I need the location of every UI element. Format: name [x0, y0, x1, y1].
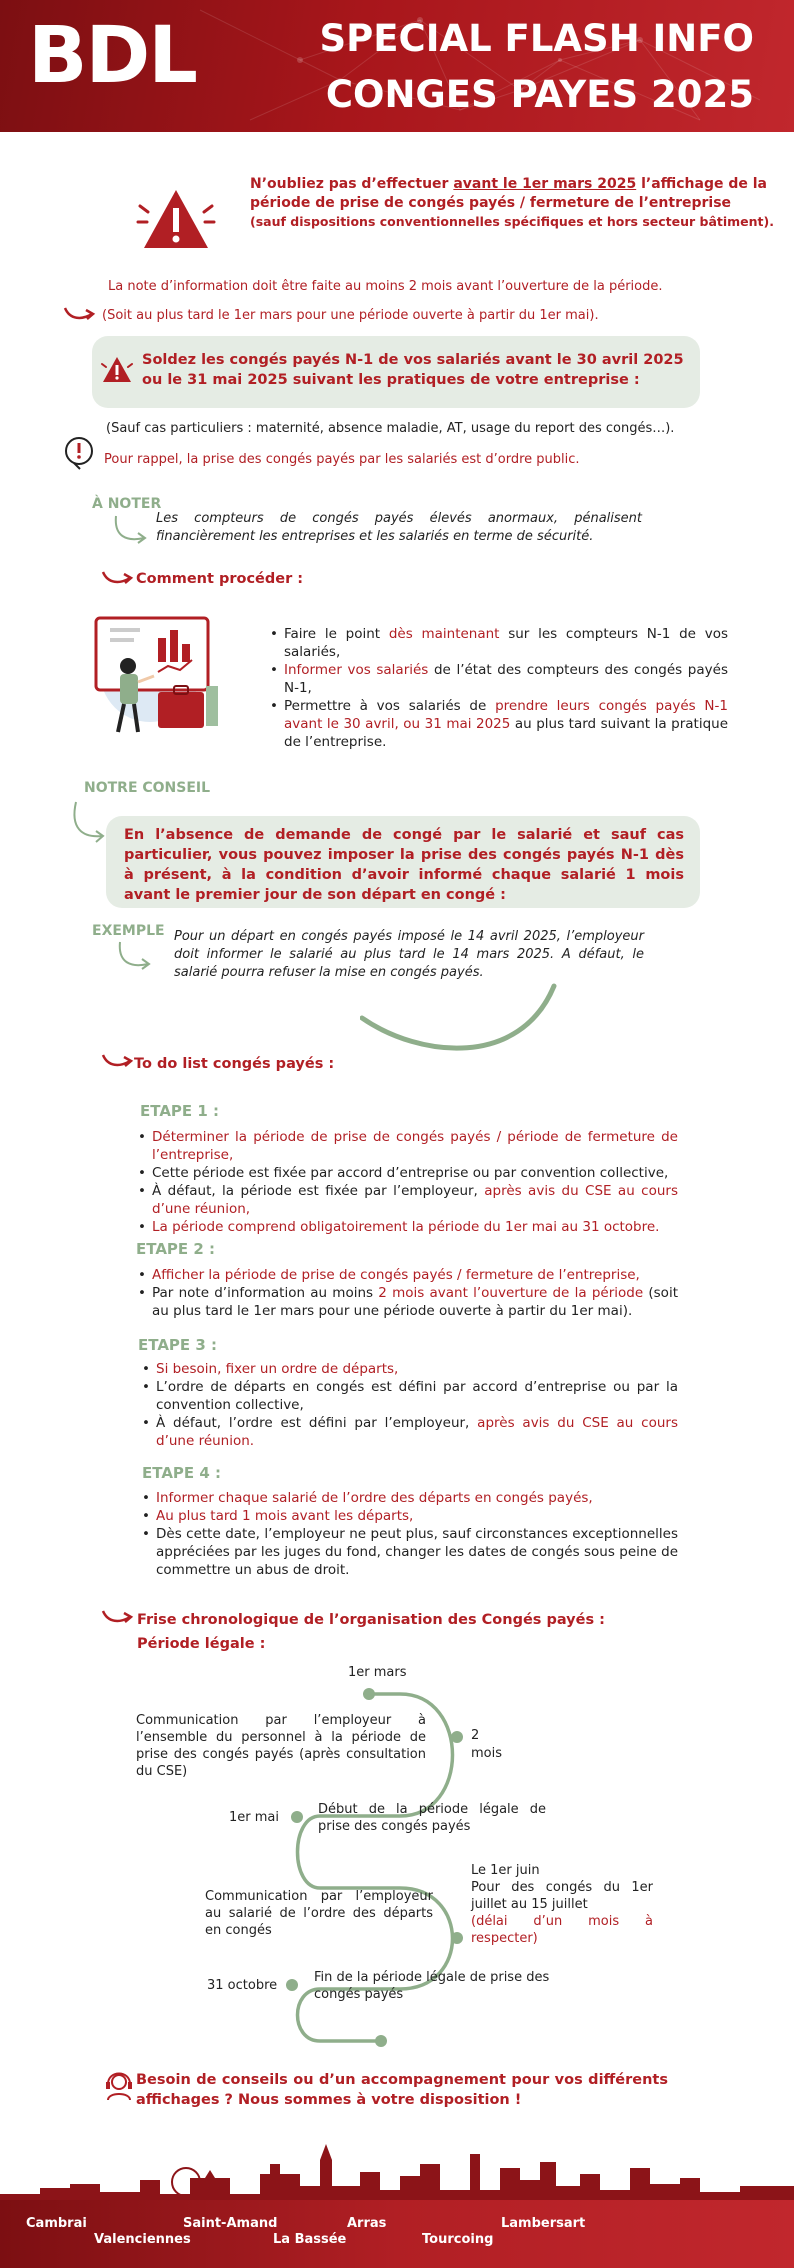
text: au plus tard suivant la pratique de l’entreprise. [284, 716, 729, 750]
bdl-logo: BDL [28, 11, 196, 101]
etape-2-item [136, 1284, 678, 1320]
date-1er-juin: Le 1er juin [471, 1863, 540, 1878]
etape-1-item: • La période comprend obligatoirement la période du 1er mai au 31 octobre. [136, 1218, 678, 1236]
timeline-step-4: Fin de la période légale de prise des congés payés [314, 1970, 550, 2002]
text-highlight: dès maintenant [388, 626, 500, 642]
timeline-step-1: Communication par l’employeur à l’ensemble du personnel à la période de prise des congés payés (après consultation du CSE) [136, 1713, 426, 1779]
text: Faire le point [284, 626, 389, 642]
etape-2-item: • Afficher la période de prise de congés payés / fermeture de l’entreprise, [136, 1266, 678, 1284]
etape-2-list [136, 1266, 678, 1320]
exemple-label: EXEMPLE [92, 923, 165, 939]
text: (soit au plus tard le 1er mars pour une période ouverte à partir du 1er mai). [152, 1285, 678, 1319]
a-noter-label: À NOTER [92, 496, 162, 512]
alert-bubble-icon [62, 436, 98, 470]
timeline-step-2: Début de la période légale de prise des congés payés [318, 1802, 546, 1834]
text-highlight: après avis du CSE au cours d’une réunion, [152, 1183, 678, 1217]
city-skyline [0, 2134, 794, 2202]
curved-arrow-green-icon [70, 798, 110, 846]
etape-4-item: • Informer chaque salarié de l’ordre des départs en congés payés, [140, 1489, 678, 1507]
reminder-text: Pour rappel, la prise des congés payés par les salariés est d’ordre public. [104, 452, 580, 467]
conseil-label: NOTRE CONSEIL [84, 780, 211, 796]
etape-1-item [136, 1182, 678, 1218]
frise-title: Frise chronologique de l’organisation des Congés payés : [137, 1612, 605, 1628]
note-info-detail: (Soit au plus tard le 1er mars pour une période ouverte à partir du 1er mai). [102, 308, 599, 323]
header-title-line1: SPECIAL FLASH INFO [319, 17, 754, 60]
curved-arrow-icon [100, 568, 134, 588]
etape-3-label: ETAPE 3 : [138, 1336, 218, 1354]
etape-1-label: ETAPE 1 : [140, 1102, 220, 1120]
city-cambrai: Cambrai [26, 2216, 87, 2231]
city-lambersart: Lambersart [501, 2216, 586, 2231]
juin-delai: (délai d’un mois à respecter) [471, 1914, 653, 1946]
duration-unit: mois [471, 1746, 503, 1761]
curved-arrow-icon [100, 1607, 134, 1627]
text-highlight: 2 mois avant l’ouverture de la période [378, 1285, 644, 1301]
date-1er-mars: 1er mars [348, 1665, 407, 1680]
city-arras: Arras [347, 2216, 387, 2231]
warning-message [250, 175, 790, 213]
frise-subtitle: Période légale : [137, 1636, 266, 1652]
text-highlight: prendre leurs congés payés N-1 avant le 30 avril, ou 31 mai 2025 [284, 698, 728, 732]
exemple-text: Pour un départ en congés payés imposé le 14 avril 2025, l’employeur doit informer le salarié au plus tard le 14 mars 2025. A défaut, le salarié pourra refuser la mise en congés payés. [174, 929, 644, 980]
warning-post: l’affichage de la période de prise de congés payés / fermeture de l’entreprise [250, 176, 767, 211]
support-headset-icon [104, 2068, 134, 2102]
city-tourcoing: Tourcoing [422, 2232, 494, 2247]
a-noter-text: Les compteurs de congés payés élevés anormaux, pénalisent financièrement les entreprises et les salariés en terme de sécurité. [156, 511, 642, 544]
procedure-item-1 [268, 625, 728, 661]
todo-title: To do list congés payés : [134, 1056, 335, 1072]
decorative-swoosh [360, 978, 560, 1078]
text: À défaut, la période est fixée par l’employeur, [152, 1183, 485, 1199]
etape-4-label: ETAPE 4 : [142, 1464, 222, 1482]
etape-1-list [136, 1128, 678, 1236]
curved-arrow-icon [100, 1051, 134, 1071]
text-highlight: après avis du CSE au cours d’une réunion. [156, 1415, 678, 1449]
timeline-step-juin [471, 1862, 653, 1947]
text: de l’état des compteurs des congés payés N-1, [284, 662, 728, 696]
procedure-item-3 [268, 697, 728, 751]
warning-pre: N’oubliez pas d’effectuer [250, 176, 454, 192]
solde-text: Soldez les congés payés N-1 de vos salariés avant le 30 avril 2025 ou le 31 mai 2025 suivant les pratiques de votre entreprise : [142, 352, 684, 388]
solde-exceptions: (Sauf cas particuliers : maternité, absence maladie, AT, usage du report des congés…). [106, 421, 675, 436]
etape-4-item: • Au plus tard 1 mois avant les départs, [140, 1507, 678, 1525]
timeline-step-3: Communication par l’employeur au salarié de l’ordre des départs en congés [205, 1889, 433, 1938]
procedure-item-2 [268, 661, 728, 697]
curved-arrow-green-icon [116, 940, 156, 974]
footer-banner [0, 2200, 794, 2268]
warning-subtext: (sauf dispositions conventionnelles spécifiques et hors secteur bâtiment). [250, 214, 774, 229]
conseil-text: En l’absence de demande de congé par le salarié et sauf cas particulier, vous pouvez imposer la prise des congés payés N-1 dès à présent, à la condition d’avoir informé chaque salarié 1 mois avant le premier jour de son départ en congé : [124, 827, 684, 903]
header-title-line2: CONGES PAYES 2025 [325, 73, 754, 116]
city-valenciennes: Valenciennes [94, 2232, 191, 2247]
etape-3-item: • L’ordre de départs en congés est défini par accord d’entreprise ou par la convention collective, [140, 1378, 678, 1414]
note-info: La note d’information doit être faite au moins 2 mois avant l’ouverture de la période. [108, 279, 663, 294]
text-highlight: Informer vos salariés [284, 662, 429, 678]
etape-2-label: ETAPE 2 : [136, 1240, 216, 1258]
etape-3-item [140, 1414, 678, 1450]
city-saint-amand: Saint-Amand [183, 2216, 278, 2231]
date-31-octobre: 31 octobre [207, 1978, 278, 1993]
duration-number: 2 [471, 1728, 480, 1743]
etape-3-item: • Si besoin, fixer un ordre de départs, [140, 1360, 678, 1378]
curved-arrow-green-icon [112, 514, 152, 548]
header-banner [0, 0, 794, 132]
curved-arrow-icon [62, 304, 96, 324]
text: À défaut, l’ordre est défini par l’employeur, [156, 1415, 478, 1431]
contact-message: Besoin de conseils ou d’un accompagnement pour vos différents affichages ? Nous sommes à votre disposition ! [136, 2072, 668, 2108]
etape-1-item: • Déterminer la période de prise de congés payés / période de fermeture de l’entreprise, [136, 1128, 678, 1164]
etape-4-item: • Dès cette date, l’employeur ne peut plus, sauf circonstances exceptionnelles appréciées par les juges du fond, changer les dates de congés sous peine de commettre un abus de droit. [140, 1525, 678, 1579]
text: sur les compteurs N-1 de vos salariés, [284, 626, 728, 660]
dashboard-illustration [88, 608, 228, 746]
warning-triangle-icon [136, 186, 216, 256]
text: Par note d’information au moins [152, 1285, 379, 1301]
etape-1-item: • Cette période est fixée par accord d’entreprise ou par convention collective, [136, 1164, 678, 1182]
procedure-title: Comment procéder : [136, 571, 304, 587]
etape-4-list [140, 1489, 678, 1579]
warning-triangle-icon [100, 354, 134, 384]
juin-detail: Pour des congés du 1er juillet au 15 juillet [471, 1880, 653, 1912]
date-1er-mai: 1er mai [229, 1810, 279, 1825]
city-la-bassee: La Bassée [273, 2232, 347, 2247]
procedure-list [268, 625, 728, 751]
etape-3-list [140, 1360, 678, 1450]
text: Permettre à vos salariés de [284, 698, 496, 714]
warning-date: avant le 1er mars 2025 [453, 176, 637, 192]
